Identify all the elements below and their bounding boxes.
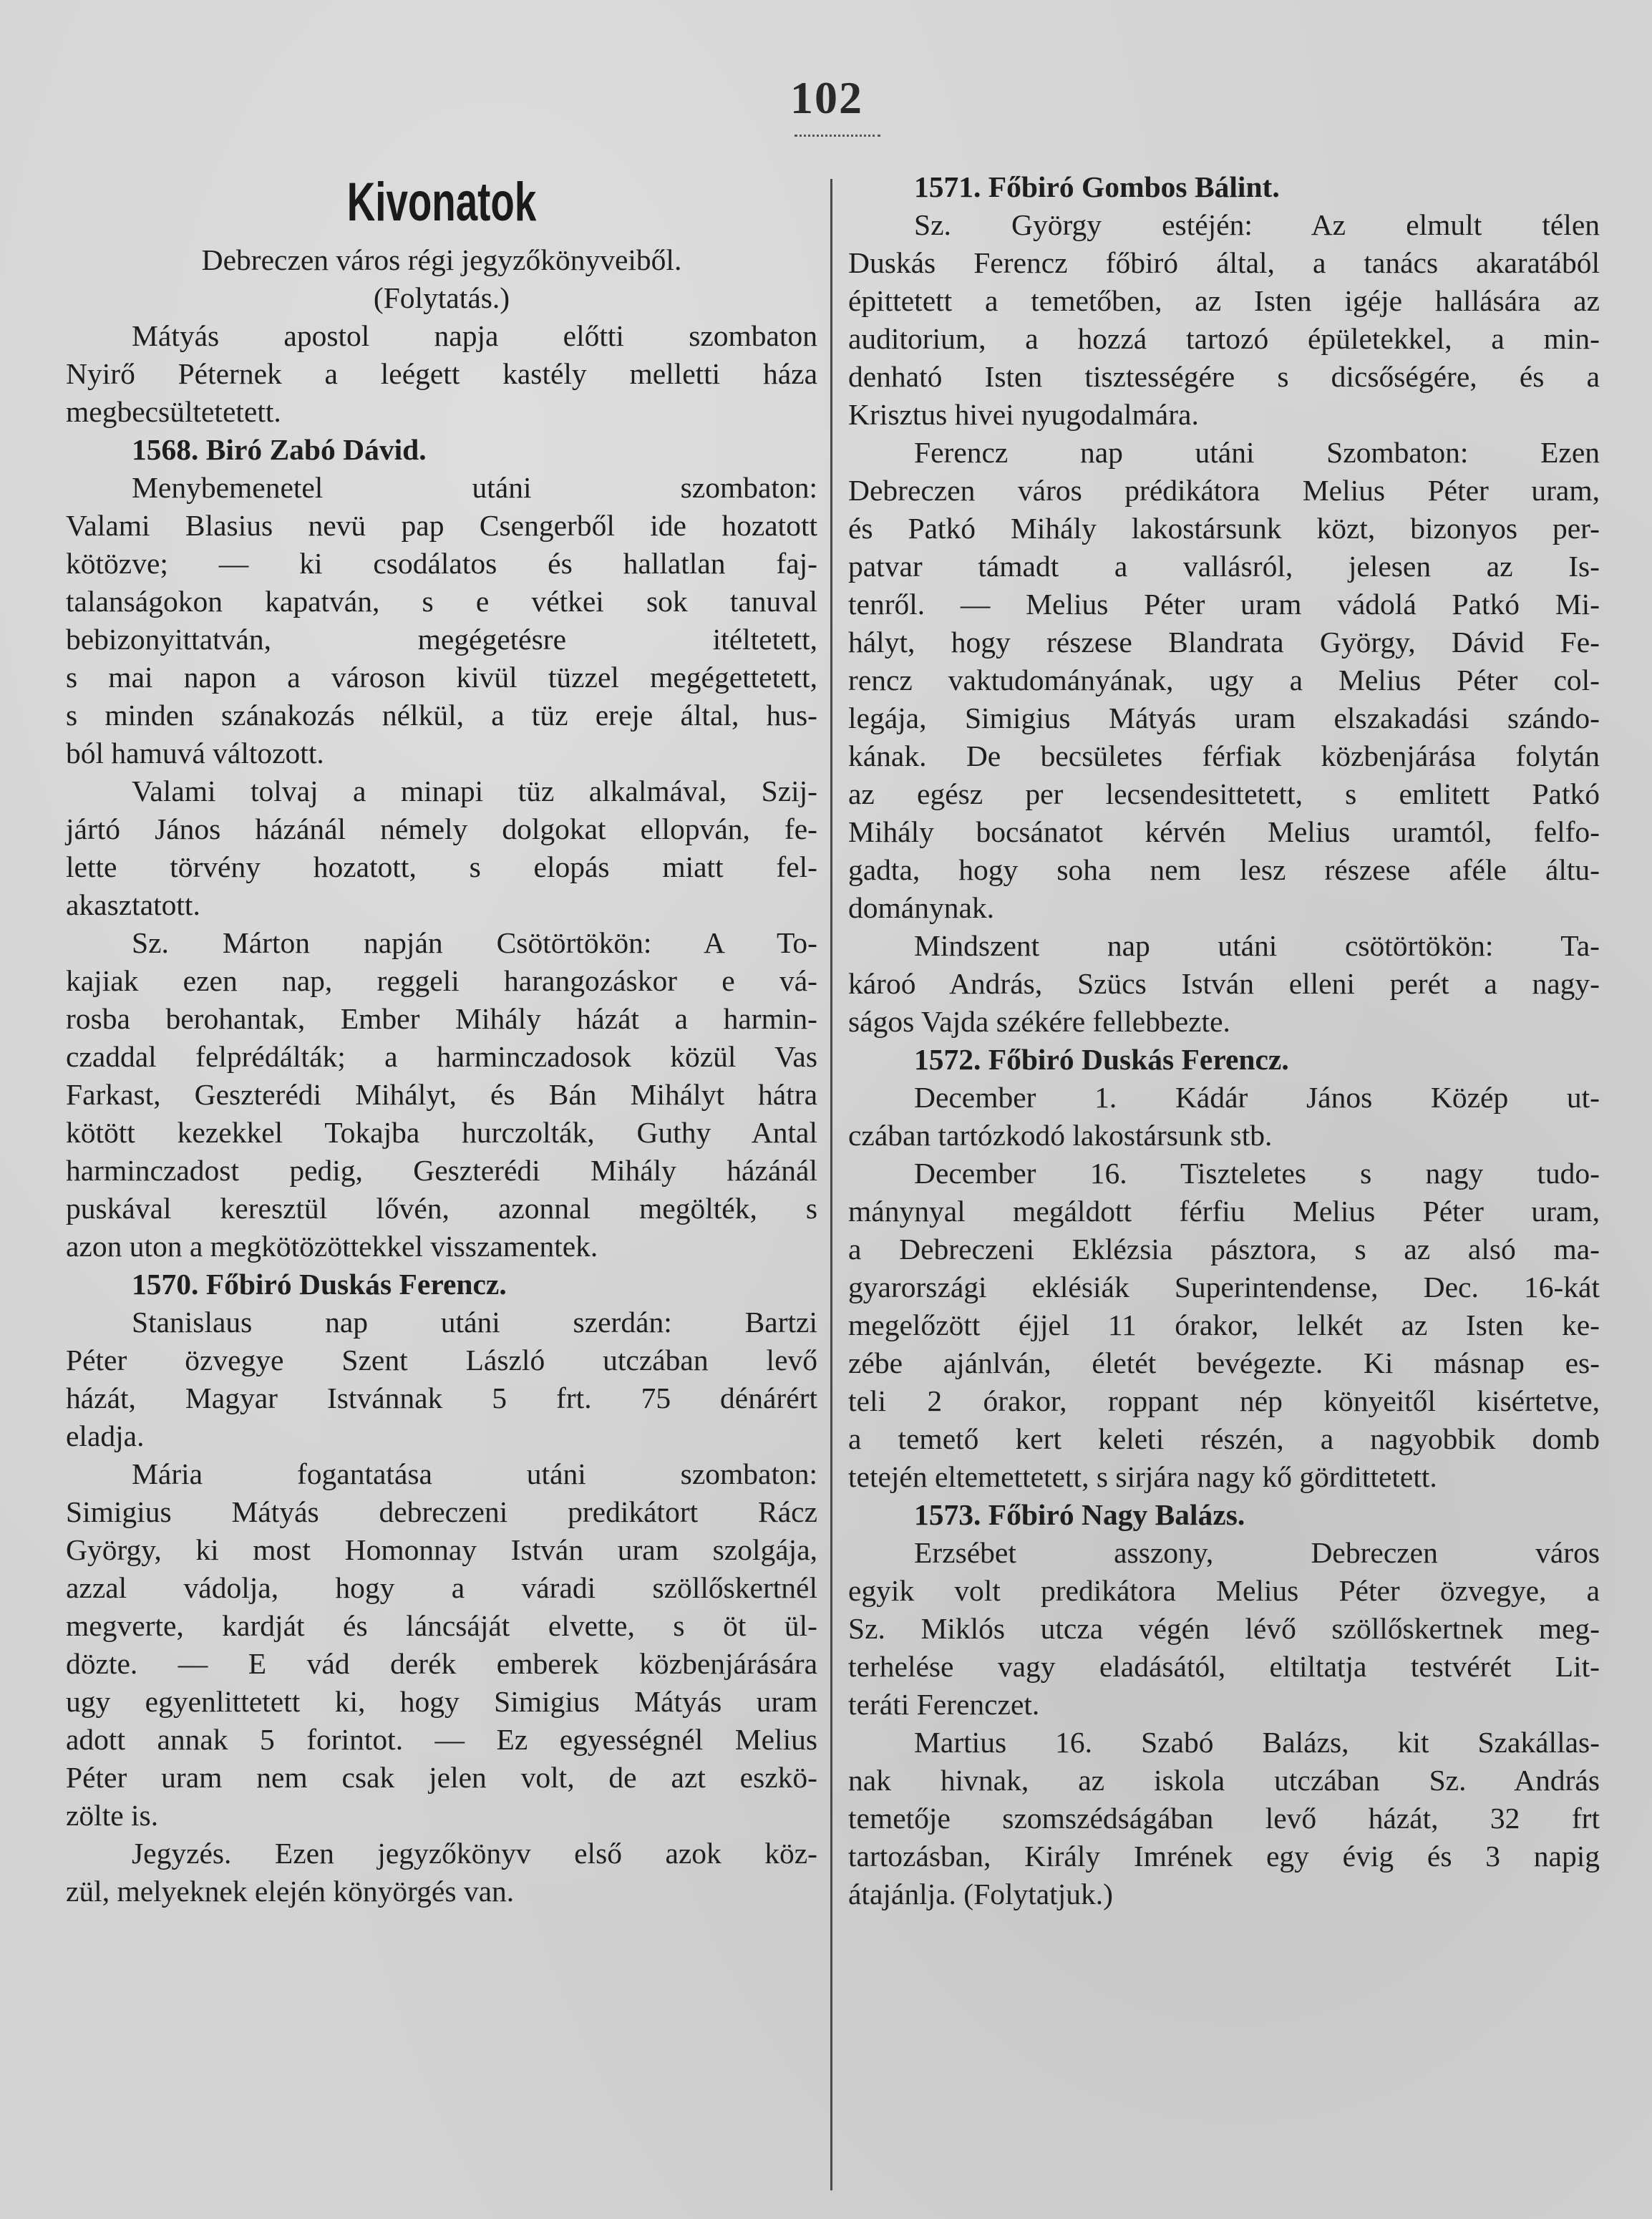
text-line: megverte, kardját és láncsáját elvette, s öt ül- [66,1609,817,1642]
text-line: dözte. — E vád derék emberek közbenjárására [66,1647,817,1680]
text-line: s mai napon a városon kivül tüzzel megégettetett, [66,661,817,694]
right-column [848,168,1600,1913]
year-entry: 1570. Főbiró Duskás Ferencz. [132,1268,507,1301]
text-line: egyik volt predikátora Melius Péter özvegye, a [848,1574,1600,1607]
text-line: terhelése vagy eladásától, eltiltatja testvérét Lit- [848,1650,1600,1683]
text-line: Debreczen város prédikátora Melius Péter uram, [848,474,1600,507]
text-line: dománynak. [848,891,994,924]
text-line: tartozásban, Király Imrének egy évig és 3 napig [848,1840,1600,1873]
text-line: Valami Blasius nevü pap Csengerből ide hozatott [66,509,817,542]
article-heading: Kivonatok [346,172,537,233]
text-line: bebizonyittatván, megégetésre itéltetett, [66,623,817,656]
text-line: Krisztus hivei nyugodalmára. [848,398,1199,431]
text-line: talanságokon kapatván, s e vétkei sok tanuval [66,585,817,618]
text-line: patvar támadt a vallásról, jelesen az Is- [848,550,1600,583]
text-line: átajánlja. (Folytatjuk.) [848,1878,1113,1910]
text-line: teli 2 órakor, roppant nép könyeitől kisértetve, [848,1384,1600,1417]
text-line: s minden szánakozás nélkül, a tüz ereje által, hus- [66,699,817,732]
text-line: károó András, Szücs István elleni perét a nagy- [848,967,1600,1000]
text-line: Mátyás apostol napja előtti szombaton [132,319,817,352]
text-line: kötözve; — ki csodálatos és hallatlan faj- [66,547,817,580]
left-column [66,168,817,1910]
text-line: Martius 16. Szabó Balázs, kit Szakállas- [914,1726,1600,1759]
text-line: kának. De becsületes férfiak közbenjárása folytán [848,739,1600,772]
year-entry: 1571. Főbiró Gombos Bálint. [914,170,1280,203]
text-line: a temető kert keleti részén, a nagyobbik domb [848,1422,1600,1455]
text-line: Simigius Mátyás debreczeni predikátort Rácz [66,1495,817,1528]
text-line: rencz vaktudományának, ugy a Melius Péter col- [848,664,1600,696]
text-line: Farkast, Geszterédi Mihályt, és Bán Mihályt hátra [66,1078,817,1111]
text-line: kötött kezekkel Tokajba hurczolták, Guthy Antal [66,1116,817,1149]
text-line: ból hamuvá változott. [66,737,324,769]
note-line: Jegyzés. Ezen jegyzőkönyv első azok köz- [132,1837,817,1870]
text-line: lette törvény hozatott, s elopás miatt fel- [66,850,817,883]
text-line: Sz. György estéjén: Az elmult télen [914,208,1600,241]
column-divider [830,179,832,2190]
text-line: Duskás Ferencz főbiró által, a tanács akaratából [848,246,1600,279]
text-line: megbecsültetetett. [66,395,281,428]
text-line: Mihály bocsánatot kérvén Melius uramtól, felfo- [848,815,1600,848]
text-line: eladja. [66,1419,145,1452]
text-line: czában tartózkodó lakostársunk stb. [848,1119,1273,1152]
text-line: Péter uram nem csak jelen volt, de azt eszkö- [66,1761,817,1794]
text-line: Sz. Márton napján Csötörtökön: A To- [132,926,817,959]
text-line: az egész per lecsendesittetett, s emlitett Patkó [848,777,1600,810]
text-line: czaddal felprédálták; a harminczadosok közül Vas [66,1040,817,1073]
text-line: azzal vádolja, hogy a váradi szöllőskertnél [66,1571,817,1604]
text-line: Mindszent nap utáni csötörtökön: Ta- [914,929,1600,962]
text-line: December 16. Tiszteletes s nagy tudo- [914,1157,1600,1190]
text-line: legája, Simigius Mátyás uram elszakadási szándo- [848,701,1600,734]
text-line: auditorium, a hozzá tartozó épületekkel, a min- [848,322,1600,355]
text-line: Stanislaus nap utáni szerdán: Bartzi [132,1306,817,1339]
text-line: gadta, hogy soha nem lesz részese aféle áltu- [848,853,1600,886]
text-line: épittetett a temetőben, az Isten igéje hallására az [848,284,1600,317]
text-line: házát, Magyar Istvánnak 5 frt. 75 dénárért [66,1382,817,1414]
page-number-ornament [795,127,880,137]
text-line: adott annak 5 forintot. — Ez egyességnél Melius [66,1723,817,1756]
text-line: és Patkó Mihály lakostársunk közt, bizonyos per- [848,512,1600,545]
text-line: tenről. — Melius Péter uram vádolá Patkó Mi- [848,588,1600,621]
text-line: Menybemenetel utáni szombaton: [132,471,817,504]
text-line: zölte is. [66,1799,159,1832]
text-line: Sz. Miklós utcza végén lévő szöllőskertnek meg- [848,1612,1600,1645]
page-number: 102 [790,72,863,123]
text-line: temetője szomszédságában levő házát, 32 frt [848,1802,1600,1835]
text-line: tetején eltemettetett, s sirjára nagy kő gördittetett. [848,1460,1437,1493]
text-line: teráti Ferenczet. [848,1688,1040,1721]
text-line: akasztatott. [66,888,200,921]
text-line: Mária fogantatása utáni szombaton: [132,1457,817,1490]
text-line: ságos Vajda székére fellebbezte. [848,1005,1230,1038]
text-line: Erzsébet asszony, Debreczen város [914,1536,1600,1569]
text-line: Valami tolvaj a minapi tüz alkalmával, Szij- [132,775,817,807]
year-entry: 1568. Biró Zabó Dávid. [132,433,427,466]
text-line: György, ki most Homonnay István uram szolgája, [66,1533,817,1566]
text-line: azon uton a megkötözöttekkel visszamentek. [66,1230,598,1263]
text-line: Péter özvegye Szent László utczában levő [66,1344,817,1376]
text-line: denható Isten tisztességére s dicsőségére, és a [848,360,1600,393]
text-line: mánynyal megáldott férfiu Melius Péter uram, [848,1195,1600,1228]
text-line: Ferencz nap utáni Szombaton: Ezen [914,436,1600,469]
text-line: hályt, hogy részese Blandrata György, Dávid Fe- [848,626,1600,659]
text-line: kajiak ezen nap, reggeli harangozáskor e vá- [66,964,817,997]
text-line: zébe ajánlván, életét bevégezte. Ki másnap es- [848,1346,1600,1379]
year-entry: 1573. Főbiró Nagy Balázs. [914,1498,1245,1531]
text-line: a Debreczeni Eklézsia pásztora, s az alsó ma- [848,1233,1600,1266]
text-line: puskával keresztül lővén, azonnal megölték, s [66,1192,817,1225]
continuation-note: (Folytatás.) [373,281,510,314]
text-line: December 1. Kádár János Közép ut- [914,1081,1600,1114]
text-line: rosba berohantak, Ember Mihály házát a harmin- [66,1002,817,1035]
text-line: harminczadost pedig, Geszterédi Mihály házánál [66,1154,817,1187]
text-line: megelőzött éjjel 11 órakor, lelkét az Isten ke- [848,1308,1600,1341]
text-line: gyarországi eklésiák Superintendense, Dec. 16-kát [848,1271,1600,1303]
text-line: jártó János házánál némely dolgokat ellopván, fe- [66,812,817,845]
text-line: ugy egyenlittetett ki, hogy Simigius Mátyás uram [66,1685,817,1718]
year-entry: 1572. Főbiró Duskás Ferencz. [914,1043,1289,1076]
text-line: nak hivnak, az iskola utczában Sz. András [848,1764,1600,1797]
article-subtitle: Debreczen város régi jegyzőkönyveiből. [201,243,682,276]
text-line: Nyirő Péternek a leégett kastély melletti háza [66,357,817,390]
note-line: zül, melyeknek elején könyörgés van. [66,1875,515,1908]
